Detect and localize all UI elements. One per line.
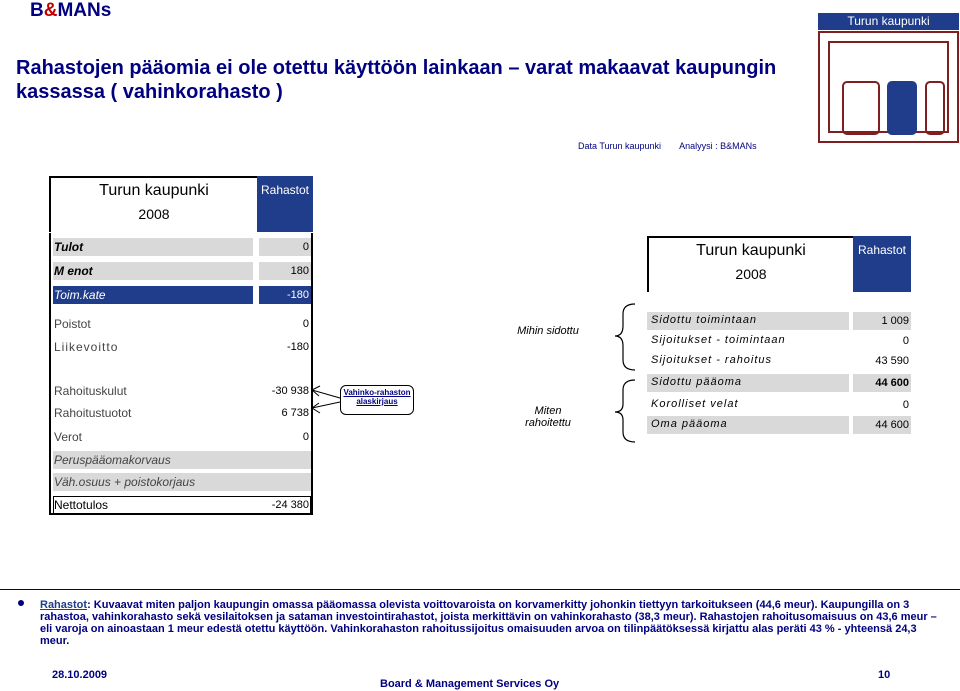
row-label: Toim.kate [54, 288, 106, 302]
row-value: -180 [286, 341, 309, 353]
left-panel-title: Turun kaupunki [99, 182, 209, 199]
logo: B&MANs [30, 0, 112, 21]
brace-icons [605, 300, 645, 460]
right-panel-title: Turun kaupunki [696, 242, 806, 259]
row-value: 180 [290, 265, 309, 277]
row-value: -180 [286, 289, 309, 301]
row-label: Väh.osuus + poistokorjaus [54, 475, 196, 489]
right-row-value: 44 600 [875, 377, 909, 389]
right-row-label: Korolliset velat [651, 398, 739, 410]
divider [0, 589, 960, 590]
row-label: Nettotulos [54, 498, 109, 512]
page-title: Rahastojen pääomia ei ole otettu käyttöön lainkaan – varat makaavat kaupungin kassassa ( vahinkorahasto ) [16, 57, 777, 103]
row-label: Tulot [54, 240, 84, 254]
row-value: -30 938 [271, 385, 309, 397]
right-row-label: Sidottu toimintaan [651, 314, 758, 326]
row-label: Liikevoitto [54, 340, 119, 354]
row-label: Poistot [54, 317, 91, 331]
miten-rahoitettu-label: Miten rahoitettu [525, 405, 571, 429]
right-row-label: Sidottu pääoma [651, 376, 743, 388]
body-text: : Kuvaavat miten paljon kaupungin omassa pääomassa olevista voittovaroista on korvamerkitty johonkin tiettyyn tarkoitukseen (44,6 meur). Kaupungilla on 3 rahastoa, vahinkorahasto sekä vesilaitoksen ja sataman investointirahastot, joista merkittävin on vahinkorahasto (38,3 meur). Rahastojen rahoitusomaisuus on 43,6 meur – eli varoja on ainoastaan 1 meur edestä otettu käyttöön. Vahinkorahaston rahoitussijoitus omaisuuden arvoa on tilinpäätöksessä kirjattu alas peräti 43 % - yhteensä 24,3 meur. [40, 599, 937, 647]
left-panel-year: 2008 [138, 206, 170, 222]
row-label: Verot [54, 430, 83, 444]
left-panel-rows [49, 233, 313, 515]
row-value: 0 [302, 431, 309, 443]
row-label: Rahoitustuotot [54, 406, 132, 420]
row-value: -24 380 [271, 499, 309, 511]
right-row-value: 0 [902, 399, 909, 411]
footer-date: 28.10.2009 [52, 669, 108, 681]
footer-company: Board & Management Services Oy [380, 678, 560, 690]
row-value: 0 [302, 241, 309, 253]
thumbnail-panel-right [925, 81, 945, 135]
thumbnail-frame [828, 41, 949, 133]
analysis-credit: Analyysi : B&MANs [679, 141, 757, 151]
row-value: 0 [302, 318, 309, 330]
right-panel-year: 2008 [735, 266, 767, 282]
right-row-value: 1 009 [881, 315, 909, 327]
right-row-label: Sijoitukset - rahoitus [651, 354, 773, 366]
body-paragraph [40, 599, 940, 647]
brand-label: Turun kaupunki [818, 13, 959, 30]
callout-note: Vahinko-rahaston alaskirjaus [340, 385, 414, 415]
thumbnail-panel-left [842, 81, 880, 135]
credits [578, 141, 775, 151]
slide-thumbnail [818, 31, 959, 143]
data-source: Data Turun kaupunki [578, 141, 662, 151]
right-row-label: Oma pääoma [651, 418, 728, 430]
left-panel-header [49, 176, 257, 232]
right-row-label: Sijoitukset - toimintaan [651, 334, 786, 346]
mihin-sidottu-label: Mihin sidottu [517, 325, 579, 337]
row-label: Rahoituskulut [54, 384, 127, 398]
row-label: M enot [54, 264, 93, 278]
right-row-value: 43 590 [875, 355, 909, 367]
bullet-icon [18, 600, 24, 606]
right-panel-header [647, 236, 853, 292]
thumbnail-panel-middle [887, 81, 917, 135]
body-highlight: Rahastot [40, 599, 88, 611]
right-row-value: 44 600 [875, 419, 909, 431]
right-panel-column-header: Rahastot [853, 236, 911, 292]
row-value: 6 738 [281, 407, 309, 419]
right-row-value: 0 [902, 335, 909, 347]
page-number: 10 [878, 669, 891, 681]
row-label: Peruspääomakorvaus [54, 453, 171, 467]
left-panel-column-header: Rahastot [257, 176, 313, 232]
